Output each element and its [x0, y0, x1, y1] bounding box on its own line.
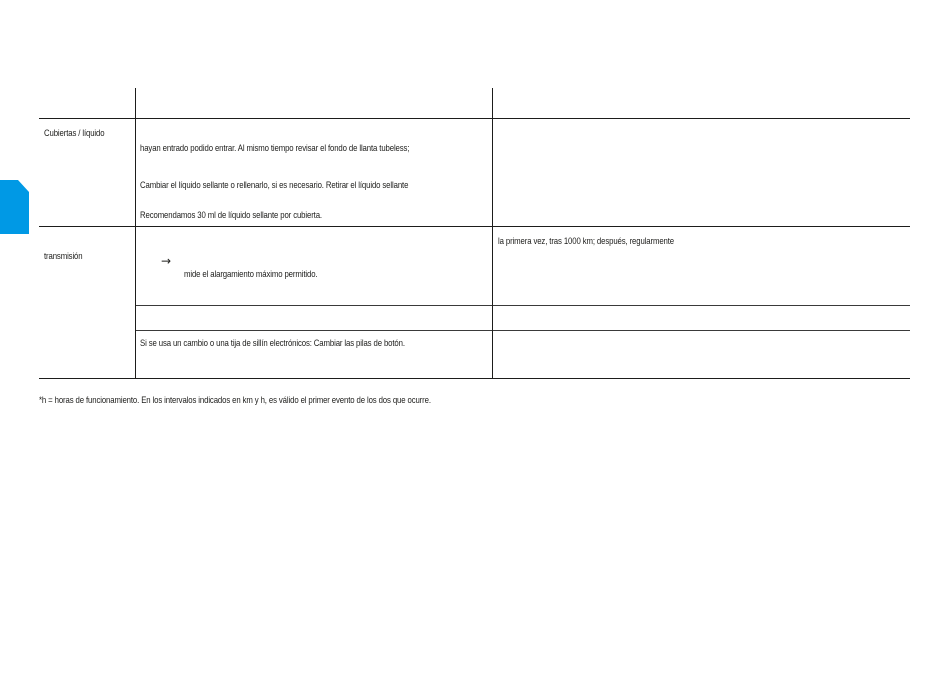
row-rule [135, 305, 910, 306]
work-text-line: Cambiar el líquido sellante o rellenarlo, si es necesario. Retirar el líquido sellante [140, 180, 409, 191]
column-divider [492, 226, 493, 378]
column-divider [135, 226, 136, 378]
chapter-tab-marker [0, 180, 29, 234]
arrow-right-icon: → [161, 254, 172, 268]
column-divider [135, 118, 136, 226]
work-text-line: Recomendamos 30 ml de líquido sellante por cubierta. [140, 210, 322, 221]
work-text-line: Si se usa un cambio o una tija de sillín electrónicos: Cambiar las pilas de botón. [140, 338, 405, 349]
footnote: *h = horas de funcionamiento. En los intervalos indicados en km y h, es válido el primer evento de los dos que ocurre. [39, 395, 431, 406]
column-divider [135, 88, 136, 118]
column-divider [492, 88, 493, 118]
work-text-line: hayan entrado podido entrar. Al mismo tiempo revisar el fondo de llanta tubeless; [140, 143, 410, 154]
row-rule [39, 226, 910, 227]
interval-text: la primera vez, tras 1000 km; después, regularmente [498, 236, 675, 247]
row-rule [135, 330, 910, 331]
column-divider [492, 118, 493, 226]
row-rule [39, 118, 910, 119]
table-bottom-rule [39, 378, 910, 379]
component-label: Cubiertas / líquido [44, 128, 105, 139]
work-text-line: mide el alargamiento máximo permitido. [184, 269, 318, 280]
component-label: transmisión [44, 251, 83, 262]
